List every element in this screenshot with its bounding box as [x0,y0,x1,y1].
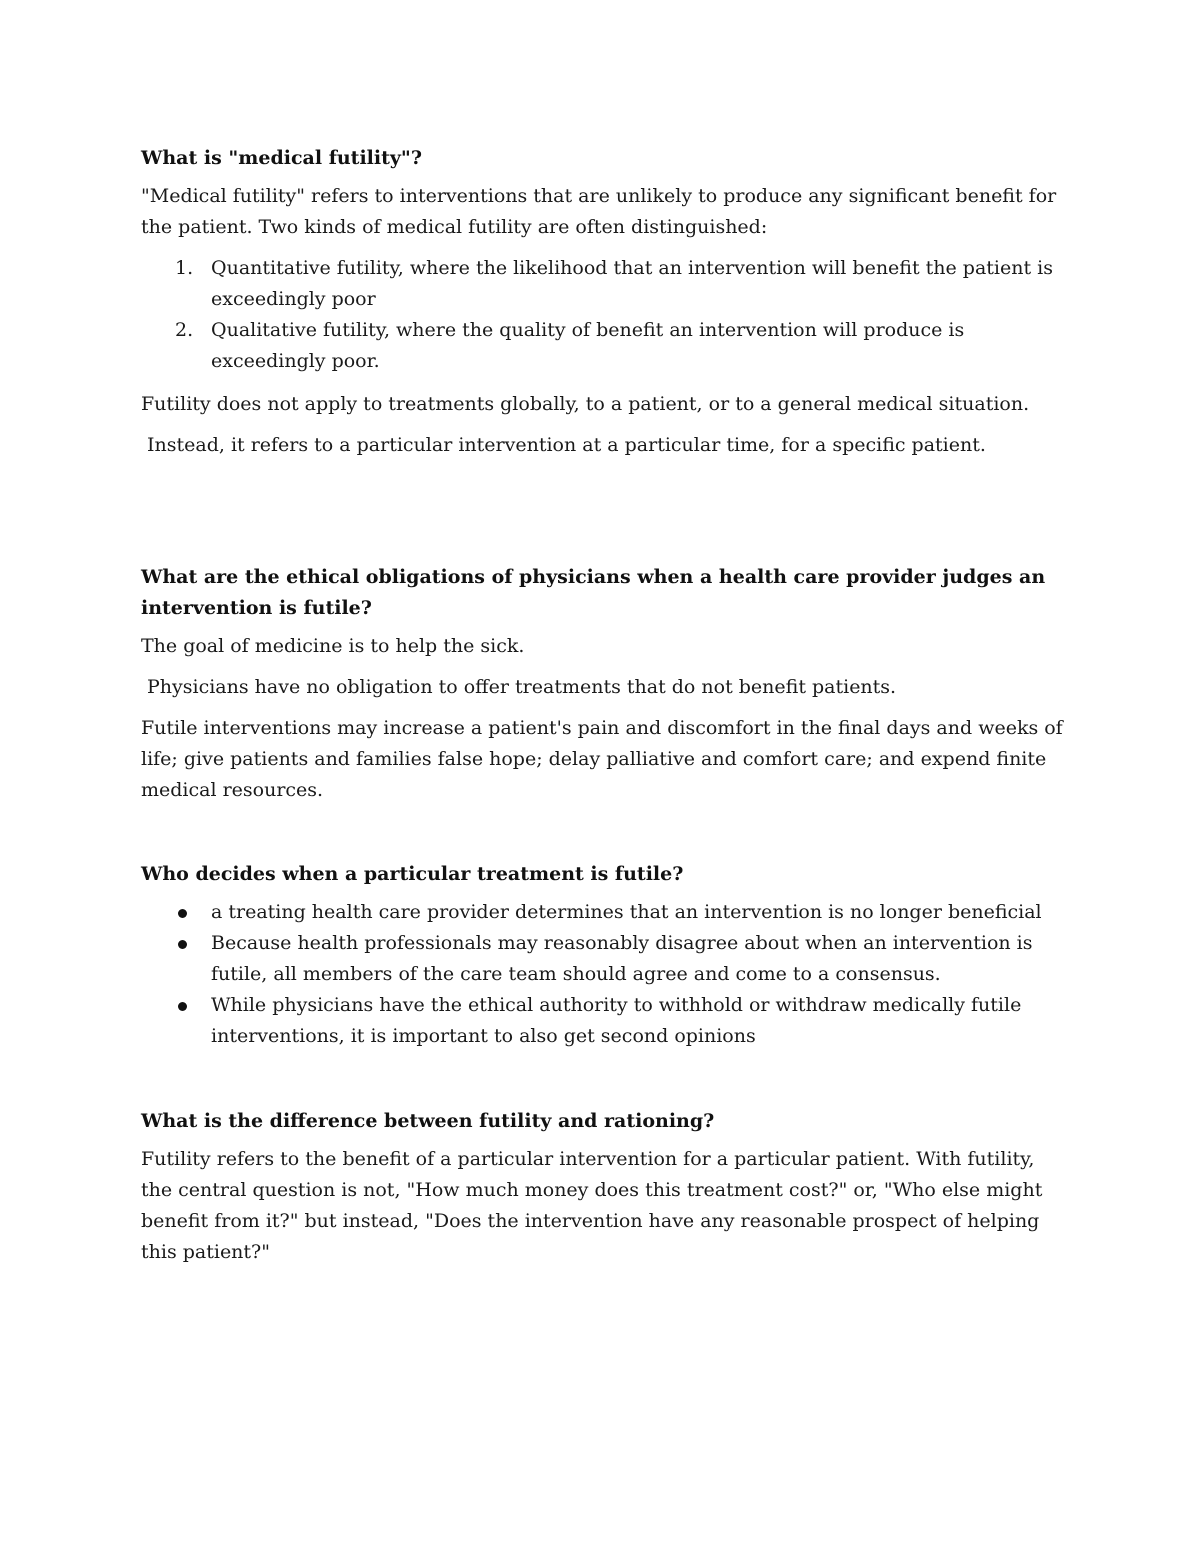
numbered-list [141,253,1071,377]
section-futility-vs-rationing [141,1106,1071,1278]
bullet-list [141,897,1071,1052]
section-intro: "Medical futility" refers to interventions that are unlikely to produce any significant benefit for the patient. Two kinds of medical futility are often distinguished: [141,185,1057,238]
paragraph: The goal of medicine is to help the sick. [141,635,525,657]
paragraph: Futility refers to the benefit of a particular intervention for a particular patient. With futility, the central question is not, "How much money does this treatment cost?" or, "Who else might benefit from it?" but instead, "Does the intervention have any reasonable prospect of helping this patient?" [141,1148,1043,1263]
list-item [141,897,1071,928]
section-medical-futility [141,143,1071,471]
list-item [141,990,1071,1052]
list-number: 2. [175,319,194,341]
list-item [141,253,1071,315]
paragraph: Futility does not apply to treatments globally, to a patient, or to a general medical situation. [141,393,1030,415]
paragraph: Physicians have no obligation to offer treatments that do not benefit patients. [147,676,897,698]
paragraph: Instead, it refers to a particular intervention at a particular time, for a specific patient. [147,434,986,456]
section-who-decides [141,859,1071,1064]
list-item-text: a treating health care provider determines that an intervention is no longer beneficial [211,901,1042,923]
list-item-text: While physicians have the ethical authority to withhold or withdraw medically futile interventions, it is important to also get second opinions [211,994,1022,1047]
bullet-icon [178,940,187,949]
list-item-text: Qualitative futility, where the quality of benefit an intervention will produce is exceedingly poor. [211,319,965,372]
list-item [141,928,1071,990]
bullet-icon [178,909,187,918]
paragraph: Futile interventions may increase a patient's pain and discomfort in the final days and weeks of life; give patients and families false hope; delay palliative and comfort care; and expend finite medical resources. [141,717,1063,801]
list-number: 1. [175,257,194,279]
list-item [141,315,1071,377]
section-heading: What are the ethical obligations of physicians when a health care provider judges an intervention is futile? [141,566,1046,619]
list-item-text: Quantitative futility, where the likelihood that an intervention will benefit the patient is exceedingly poor [211,257,1053,310]
list-item-text: Because health professionals may reasonably disagree about when an intervention is futile, all members of the care team should agree and come to a consensus. [211,932,1033,985]
section-heading: Who decides when a particular treatment is futile? [141,863,684,885]
section-ethical-obligations [141,562,1071,816]
section-heading: What is "medical futility"? [141,147,422,169]
bullet-icon [178,1002,187,1011]
section-heading: What is the difference between futility and rationing? [141,1110,715,1132]
